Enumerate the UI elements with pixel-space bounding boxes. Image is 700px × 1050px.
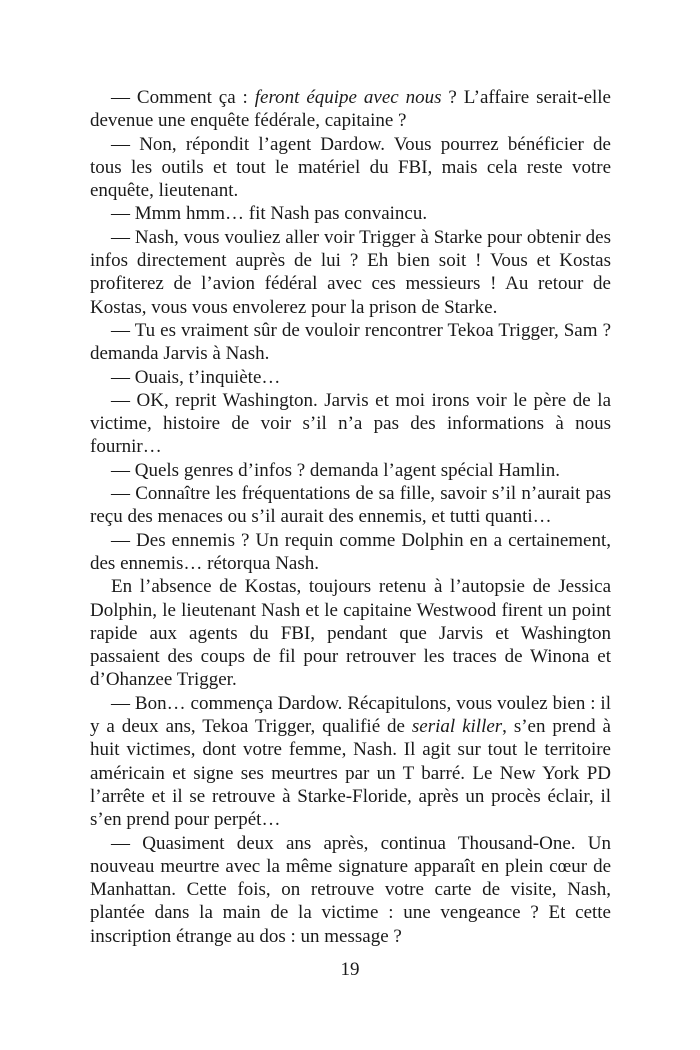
paragraph <box>90 86 611 133</box>
body-text <box>90 86 611 948</box>
text-run: — Mmm hmm… fit Nash pas convaincu. <box>111 203 428 225</box>
paragraph <box>90 482 611 529</box>
paragraph <box>90 575 611 691</box>
paragraph <box>90 133 611 203</box>
text-run: — Non, répondit l’agent Dardow. Vous pourrez bénéficier de tous les outils et tout le matériel du FBI, mais cela reste votre enquête, lieutenant. <box>90 133 611 202</box>
paragraph <box>90 319 611 366</box>
text-run: ? L’affaire serait-elle devenue une enquête fédérale, capitaine ? <box>90 87 611 132</box>
paragraph <box>90 226 611 319</box>
text-run: — Comment ça : <box>111 87 255 108</box>
text-run: — Bon… commença Dardow. Récapitulons, vous voulez bien : il y a deux ans, Tekoa Trigger, qualifié de <box>90 692 611 738</box>
text-run: — Quasiment deux ans après, continua Thousand-One. Un nouveau meurtre avec la même signature apparaît en plein cœur de Manhattan. Cette fois, on retrouve votre carte de visite, Nash, plantée dans la main de la victime : une vengeance ? Et cette inscription étrange au dos : un message ? <box>90 832 611 947</box>
text-run: — Des ennemis ? Un requin comme Dolphin en a certainement, des ennemis… rétorqua Nash. <box>90 529 611 574</box>
paragraph <box>90 202 611 225</box>
paragraph <box>90 529 611 576</box>
text-run: — Tu es vraiment sûr de vouloir rencontrer Tekoa Trigger, Sam ? demanda Jarvis à Nash. <box>90 319 611 365</box>
italic-text: serial killer <box>411 716 503 738</box>
text-run: — Quels genres d’infos ? demanda l’agent spécial Hamlin. <box>111 459 560 481</box>
italic-text: feront équipe avec nous <box>254 87 442 108</box>
text-run: — OK, reprit Washington. Jarvis et moi irons voir le père de la victime, histoire de voir s’il n’a pas des informations à nous fournir… <box>90 389 611 458</box>
page-number: 19 <box>340 959 360 980</box>
paragraph <box>90 692 611 832</box>
paragraph <box>90 459 611 482</box>
paragraph <box>90 366 611 389</box>
text-run: , s’en prend à huit victimes, dont votre femme, Nash. Il agit sur tout le territoire américain et signe ses meurtres par un T barré. Le New York PD l’arrête et il se retrouve à Starke-Floride, après un procès éclair, il s’en prend pour perpét… <box>90 716 611 831</box>
paragraph <box>90 389 611 459</box>
text-run: — Nash, vous vouliez aller voir Trigger à Starke pour obtenir des infos directement auprès de lui ? Eh bien soit ! Vous et Kostas profiterez de l’avion fédéral avec ces messieurs ! Au retour de Kostas, vous vous envolerez pour la prison de Starke. <box>90 226 611 318</box>
text-run: — Ouais, t’inquiète… <box>111 366 281 388</box>
text-run: En l’absence de Kostas, toujours retenu à l’autopsie de Jessica Dolphin, le lieutenant Nash et le capitaine Westwood firent un point rapide aux agents du FBI, pendant que Jarvis et Washington passaient des coups de fil pour retrouver les traces de Winona et d’Ohanzee Trigger. <box>90 576 611 691</box>
text-run: — Connaître les fréquentations de sa fille, savoir s’il n’aurait pas reçu des menaces ou s’il aurait des ennemis, et tutti quanti… <box>90 483 611 528</box>
paragraph <box>90 832 611 948</box>
